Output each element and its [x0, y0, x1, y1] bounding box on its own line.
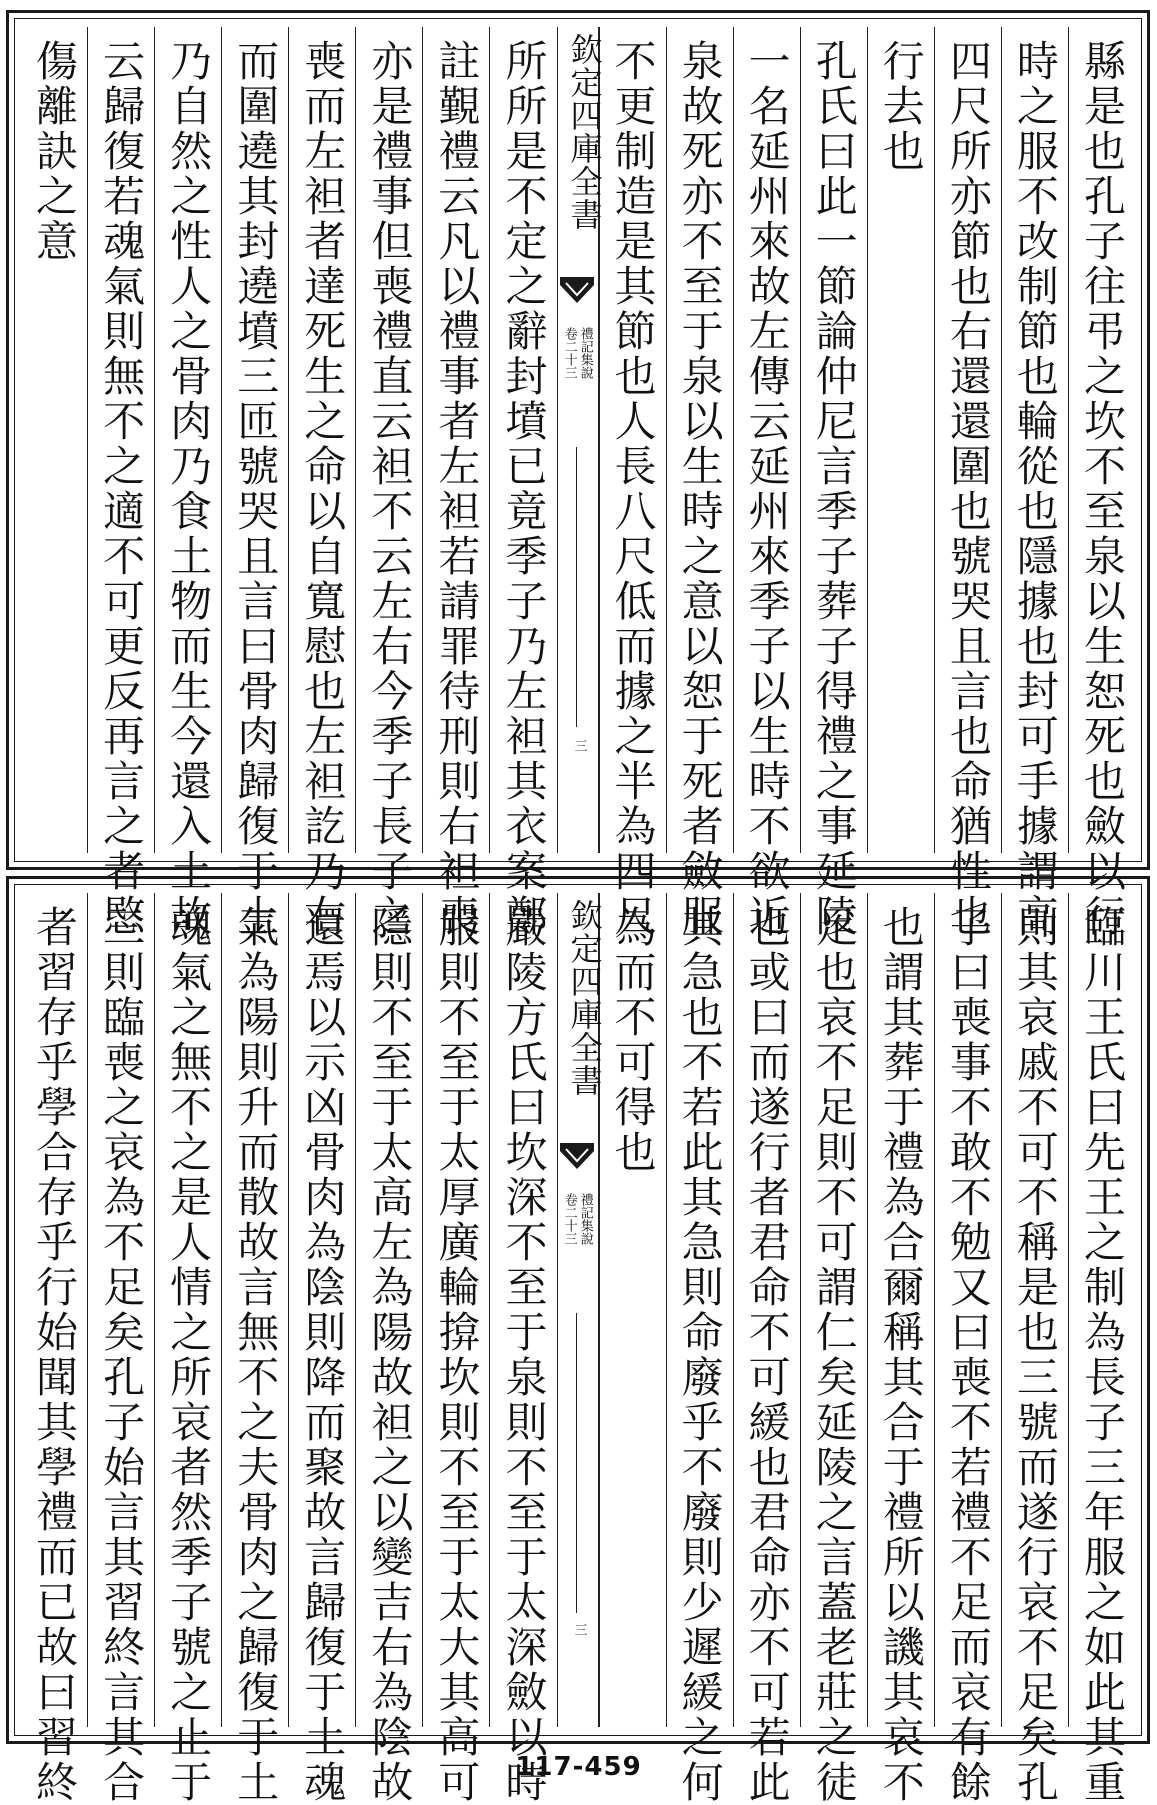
column-text: 一名延州來故左傳云延州來季子以生時不欲近	[742, 39, 792, 939]
fishtail-mark-icon	[560, 277, 594, 303]
column	[1001, 893, 1068, 1805]
page-top	[6, 10, 1150, 939]
column	[800, 27, 867, 939]
column	[934, 893, 1001, 1805]
center-fold	[557, 27, 604, 853]
column	[87, 893, 154, 1805]
column	[21, 27, 87, 853]
book-name: 禮記集說	[577, 327, 593, 379]
column	[221, 893, 288, 1805]
column-text: 註覲禮云凡以禮事者左袒若請罪待刑則右袒喪	[432, 39, 482, 939]
volume-number: 卷二十三	[561, 327, 577, 379]
column	[154, 27, 221, 939]
column-text: 四尺所亦節也右還還圍也號哭且言也命猶性也	[943, 39, 993, 939]
column	[733, 27, 800, 939]
fishtail-mark-icon	[560, 1143, 594, 1169]
column-text: 乃自然之性人之骨肉乃食土物而生今還入土故	[164, 39, 214, 939]
column-text: 喪而左袒者達死生之命以自寬慰也左袒訖乃右	[298, 39, 348, 939]
column-text: 云歸復若魂氣則無不之適不可更反再言之者愍	[97, 39, 147, 939]
column	[867, 893, 934, 1805]
book-title: 欽定四庫全書	[565, 33, 604, 231]
column-text: 所所是不定之辭封墳已竟季子乃左袒其衣案鄭	[499, 39, 549, 939]
column	[666, 893, 733, 1805]
column-text: 為而不可得也	[608, 905, 658, 1175]
text-columns	[21, 27, 1135, 939]
column-text: 還焉以示凶骨肉為陰則降而聚故言歸復于土魂	[298, 905, 348, 1805]
book-title: 欽定四庫全書	[565, 899, 604, 1097]
column-text: 也謂其葬于禮為合爾稱其合于禮所以譏其哀不	[876, 905, 926, 1805]
column	[599, 893, 666, 1727]
page-footer-number: 117-459	[515, 1752, 642, 1782]
divider-line	[576, 1313, 577, 1613]
column	[733, 893, 800, 1805]
column	[599, 27, 666, 939]
column-text: 行去也	[876, 39, 926, 174]
column-text: 足也哀不足則不可謂仁矣延陵之言蓋老莊之徒	[809, 905, 859, 1805]
column	[934, 27, 1001, 939]
column-text: 也或曰而遂行者君命不可緩也君命亦不可若此	[742, 905, 792, 1805]
column	[489, 27, 556, 939]
column-text: 氣為陽則升而散故言無不之夫骨肉之歸復于土	[231, 905, 281, 1805]
column	[288, 893, 355, 1805]
column	[221, 27, 288, 939]
column-text: 而圍遶其封遶墳三匝號哭且言曰骨肉歸復于土	[231, 39, 281, 939]
column-text: 魂氣之無不之是人情之所哀者然季子號之止于	[164, 905, 214, 1805]
column	[1068, 893, 1135, 1805]
column	[355, 893, 422, 1805]
column-text: 隱則不至于太高左為陽故袒之以變吉右為陰故	[365, 905, 415, 1805]
column-text: 臨川王氏曰先王之制為長子三年服之如此其重	[1077, 905, 1127, 1805]
column-text: 不更制造是其節也人長八尺低而據之半為四尺	[608, 39, 658, 939]
column	[154, 893, 221, 1805]
divider-line	[576, 447, 577, 727]
column-text: 亦是禮事但喪禮直云袒不云左右今季子長子之	[365, 39, 415, 939]
page-number: 三	[571, 1623, 587, 1636]
column-text: 則其哀戚不可不稱是也三號而遂行哀不足矣孔	[1010, 905, 1060, 1805]
column-text: 三則臨喪之哀為不足矣孔子始言其習終言其合	[97, 905, 147, 1805]
column	[800, 893, 867, 1805]
column	[489, 893, 556, 1805]
column-text: 縣是也孔子往弔之坎不至泉以生恕死也斂以行	[1077, 39, 1127, 939]
column-text: 者習存乎學合存乎行始聞其學禮而已故曰習終	[30, 905, 80, 1805]
volume-number: 卷二十三	[561, 1193, 577, 1245]
column-text: 嚴陵方氏曰坎深不至于泉則不至于太深斂以時	[499, 905, 549, 1805]
column-text: 其急也不若此其急則命廢乎不廢則少遲緩之何	[675, 905, 725, 1805]
column	[1001, 27, 1068, 939]
column-text: 泉故死亦不至于泉以生時之意以恕于死者斂服	[675, 39, 725, 939]
column	[867, 27, 934, 853]
column-text: 時之服不改制節也輪從也隱據也封可手據謂高	[1010, 39, 1060, 939]
column	[1068, 27, 1135, 939]
column-text: 子曰喪事不敢不勉又曰喪不若禮不足而哀有餘	[943, 905, 993, 1805]
column	[355, 27, 422, 939]
book-name: 禮記集說	[577, 1193, 593, 1245]
column-text: 傷離訣之意	[30, 39, 80, 264]
page-number: 三	[571, 739, 587, 752]
column	[21, 893, 87, 1805]
column	[87, 27, 154, 939]
column-text: 孔氏曰此一節論仲尼言季子葬子得禮之事延陵	[809, 39, 859, 939]
column	[666, 27, 733, 939]
center-fold	[557, 893, 604, 1727]
column	[422, 27, 489, 939]
column-text: 服則不至于太厚廣輪揜坎則不至于太大其高可	[432, 905, 482, 1805]
column	[422, 893, 489, 1805]
column	[288, 27, 355, 939]
